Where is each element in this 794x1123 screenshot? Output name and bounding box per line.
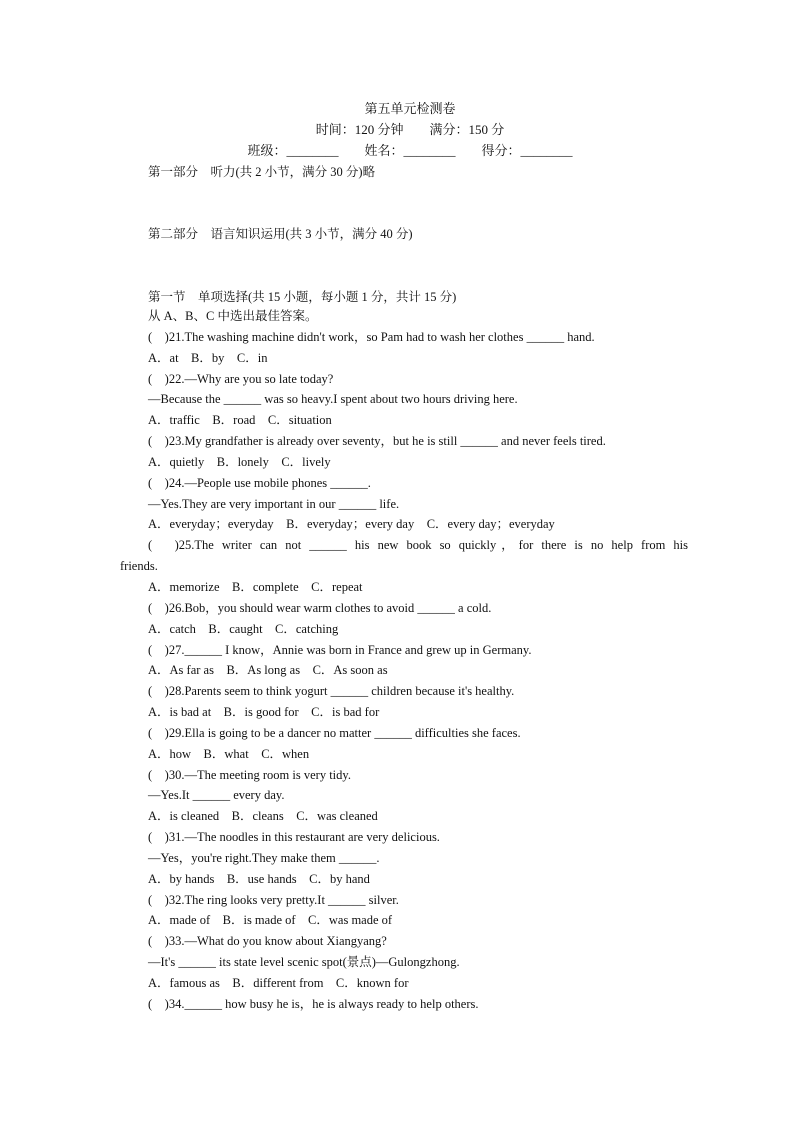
question-31-reply: —Yes，you're right.They make them ______. <box>148 850 380 865</box>
question-21: ( )21.The washing machine didn't work，so Pam had to wash her clothes ______ hand. <box>148 329 595 344</box>
question-26: ( )26.Bob，you should wear warm clothes to avoid ______ a cold. <box>148 600 492 615</box>
question-25-continued: friends. <box>120 559 158 574</box>
student-info-line: 班级：________ 姓名：________ 得分：________ <box>247 143 573 158</box>
question-24: ( )24.—People use mobile phones ______. <box>148 475 371 490</box>
question-30: ( )30.—The meeting room is very tidy. <box>148 767 351 782</box>
instruction-line: 从 A、B、C 中选出最佳答案。 <box>148 309 318 323</box>
options-33: A．famous as B．different from C．known for <box>148 976 409 990</box>
question-28: ( )28.Parents seem to think yogurt ______ children because it's healthy. <box>148 684 515 699</box>
question-22: ( )22.—Why are you so late today? <box>148 371 334 386</box>
options-24: A．everyday；everyday B．everyday；every day C．every day；everyday <box>148 517 555 532</box>
question-27: ( )27.______ I know，Annie was born in France and grew up in Germany. <box>148 642 532 657</box>
question-31: ( )31.—The noodles in this restaurant are very delicious. <box>148 830 440 845</box>
options-27: A．As far as B．As long as C．As soon as <box>148 663 388 678</box>
part2-heading: 第二部分 语言知识运用(共 3 小节，满分 40 分) <box>148 227 413 241</box>
options-28: A．is bad at B．is good for C．is bad for <box>148 705 380 720</box>
part1-heading: 第一部分 听力(共 2 小节，满分 30 分)略 <box>148 165 376 179</box>
options-31: A．by hands B．use hands C．by hand <box>148 871 370 886</box>
section1-heading: 第一节 单项选择(共 15 小题，每小题 1 分，共计 15 分) <box>148 290 457 304</box>
question-34: ( )34.______ how busy he is，he is always ready to help others. <box>148 996 479 1011</box>
options-23: A．quietly B．lonely C．lively <box>148 454 331 469</box>
question-33-reply: —It's ______ its state level scenic spot(景点)—Gulongzhong. <box>148 955 460 970</box>
question-32: ( )32.The ring looks very pretty.It ______ silver. <box>148 892 399 907</box>
question-list <box>120 306 688 1015</box>
question-30-reply: —Yes.It ______ every day. <box>148 788 285 803</box>
question-23: ( )23.My grandfather is already over seventy，but he is still ______ and never feels tired. <box>148 434 606 449</box>
options-22: A．traffic B．road C．situation <box>148 413 332 428</box>
exam-title: 第五单元检测卷 <box>364 101 456 116</box>
options-30: A．is cleaned B．cleans C．was cleaned <box>148 809 378 824</box>
options-32: A．made of B．is made of C．was made of <box>148 913 393 928</box>
question-22-reply: —Because the ______ was so heavy.I spent about two hours driving here. <box>148 392 518 407</box>
question-33: ( )33.—What do you know about Xiangyang? <box>148 934 387 949</box>
question-29: ( )29.Ella is going to be a dancer no matter ______ difficulties she faces. <box>148 725 521 740</box>
options-21: A．at B．by C．in <box>148 350 268 365</box>
options-29: A．how B．what C．when <box>148 746 310 761</box>
exam-time-score: 时间：120 分钟 满分：150 分 <box>315 122 505 137</box>
options-26: A．catch B．caught C．catching <box>148 621 339 636</box>
question-25: ( )25.The writer can not ______ his new book so quickly，for there is no help from his <box>148 538 688 553</box>
options-25: A．memorize B．complete C．repeat <box>148 579 363 594</box>
question-24-reply: —Yes.They are very important in our ______ life. <box>148 496 400 511</box>
